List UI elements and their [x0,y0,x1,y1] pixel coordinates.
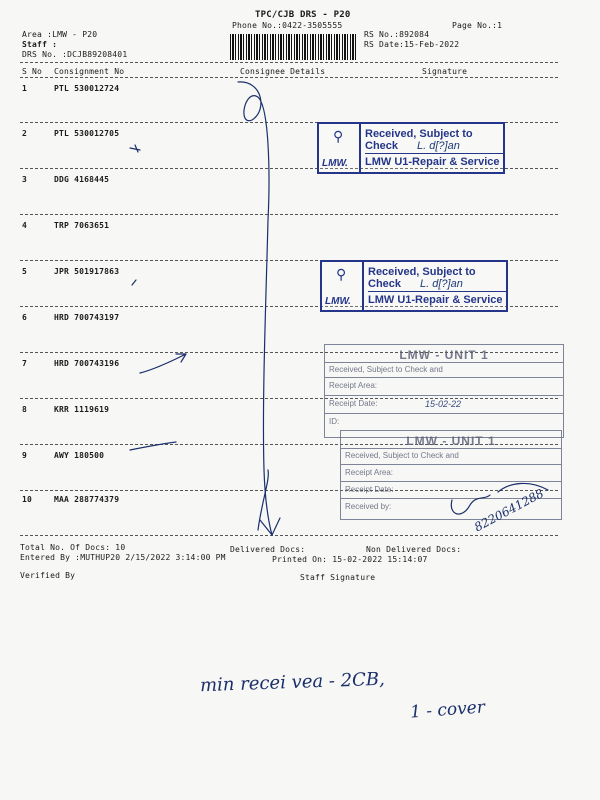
stamp-line-2: LMW U1-Repair & Service [365,156,500,168]
page-number: Page No.:1 [452,21,503,30]
row-sno: 1 [22,84,28,93]
column-header-consignee: Consignee Details [240,67,326,76]
form-receipt-area: Receipt Area: [345,468,394,477]
form-receipt-date: Receipt Date: [345,485,394,494]
delivered-docs: Delivered Docs: [230,545,306,554]
seal-icon: ⚲ [336,266,347,282]
handwritten-note-line-2: 1 - cover [409,697,486,723]
staff-signature: Staff Signature [300,573,376,582]
form-received-by: Received by: [345,502,392,511]
stamp-handwriting: L. d[?]an [417,140,460,152]
non-delivered-docs: Non Delivered Docs: [366,545,462,554]
column-header-signature: Signature [422,67,468,76]
row-sno: 4 [22,221,28,230]
phone-number: Phone No.:0422-3505555 [232,21,343,30]
row-sno: 2 [22,129,28,138]
drs-number: DRS No. :DCJB89208401 [22,50,128,59]
row-sno: 6 [22,313,28,322]
stamp-line-1: Received, Subject to Check [368,266,506,292]
row-sno: 7 [22,359,28,368]
rs-date: RS Date:15-Feb-2022 [364,40,460,49]
stamp-line-2: LMW U1-Repair & Service [368,294,503,306]
stamp-line-1: Received, Subject to Check [365,128,503,154]
row-consignment: KRR 1119619 [54,405,110,414]
row-consignment: MAA 288774379 [54,495,120,504]
row-consignment: PTL 530012705 [54,129,120,138]
lmw-logo: ⚲ LMW. [319,124,361,172]
row-sno: 8 [22,405,28,414]
form-subtitle: Received, Subject to Check and [329,365,443,374]
printed-on: Printed On: 15-02-2022 15:14:07 [272,555,428,564]
area-field: Area :LMW - P20 [22,30,98,39]
row-sno: 3 [22,175,28,184]
form-receipt-area: Receipt Area: [329,381,378,390]
staff-field: Staff : [22,40,58,49]
total-docs: Total No. Of Docs: 10 [20,543,126,552]
column-header-sno: S No [22,67,43,76]
row-consignment: AWY 180500 [54,451,105,460]
seal-icon: ⚲ [333,128,344,144]
row-sno: 5 [22,267,28,276]
lmw-logo: ⚲ LMW. [322,262,364,310]
handwritten-phone: 8220641288 [472,486,546,535]
form-date-value: 15-02-22 [425,399,462,409]
column-header-consignment: Consignment No [54,67,125,76]
page-title: TPC/CJB DRS - P20 [255,10,351,20]
row-consignment: PTL 530012724 [54,84,120,93]
form-subtitle: Received, Subject to Check and [345,451,459,460]
stamp-handwriting: L. d[?]an [420,278,463,290]
handwritten-note-line-1: min recei vea - 2CB, [199,668,386,697]
row-consignment: DDG 4168445 [54,175,110,184]
form-id: ID: [329,417,340,426]
row-consignment: HRD 700743197 [54,313,120,322]
entered-by: Entered By :MUTHUP20 2/15/2022 3:14:00 PM [20,553,226,562]
row-sno: 9 [22,451,28,460]
rs-number: RS No.:892084 [364,30,430,39]
form-receipt-date: Receipt Date: [329,399,378,408]
row-consignment: JPR 501917863 [54,267,120,276]
row-consignment: HRD 700743196 [54,359,120,368]
row-sno: 10 [22,495,33,504]
form-title: LMW - UNIT 1 [399,348,489,362]
form-title: LMW - UNIT 1 [406,434,496,448]
row-consignment: TRP 7063651 [54,221,110,230]
verified-by: Verified By [20,571,76,580]
